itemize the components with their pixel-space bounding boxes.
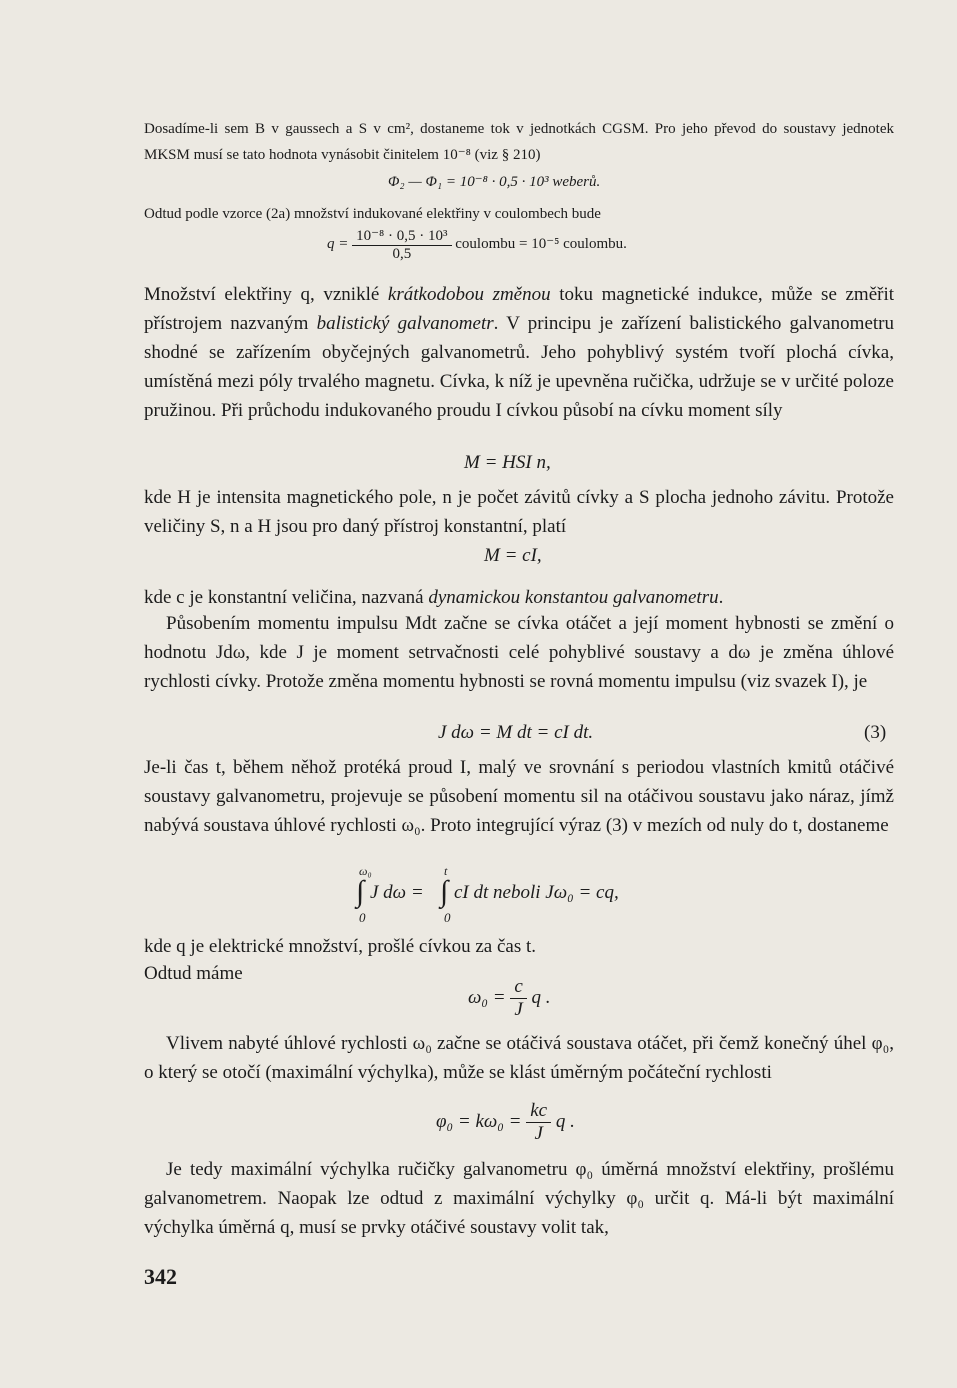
eq-phi-fraction [526,1100,551,1145]
equation-3: J dω = M dt = cI dt. [438,722,594,743]
equation-phi [436,1100,575,1145]
eq-q-fraction [352,226,451,263]
p3-emphasis-1: krátkodobou změnou [387,284,551,305]
integral-2-upper: t [444,864,448,878]
p3-text-1: Množství elektřiny q, vzniklé [144,284,388,305]
p3-text-3: . V principu je zařízení balistického galvanometru shodné se zařízením obyčejných galvanometrů. Jeho pohyblivý systém tvoří plochá cívka, umístěná mezi póly trvalého magnetu. Cívka, k níž je upevněna ručička, udržuje se v určité poloze pružinou. Při průchodu indukovaného proudu I cívkou působí na cívku moment síly [144,313,894,421]
eq-omega-fraction [510,976,526,1021]
integral-2-body: cI dt neboli Jω₀ = cq, [454,882,619,903]
eq-q-numerator: 10⁻⁸ · 0,5 · 10³ [352,226,451,246]
integral-1-sign: ∫ [356,875,365,908]
p3-text-2: toku magnetické indukce, může se změřit přístrojem nazvaným [144,284,895,334]
paragraph-balisticky [144,280,894,425]
eq-phi-lhs: φ₀ = kω₀ = [436,1110,522,1132]
eq-omega-numerator: c [510,976,526,999]
eq-phi-numerator: kc [526,1100,551,1123]
integral-1-body: J dω = [370,882,424,903]
page-number: 342 [144,1264,177,1289]
integral-1-upper: ω₀ [359,864,372,878]
eq-q-denominator: 0,5 [392,246,412,262]
paragraph-odtud-mame: Odtud máme [144,963,243,984]
eq-q-lhs: q = [327,235,349,252]
paragraph-vlivem: Vlivem nabyté úhlové rychlosti ω₀ začne se otáčivá soustava otáčet, při čemž konečný úhel φ₀, o který se otočí (maximální výchylka), může se klást úměrným počáteční rychlosti [144,1033,894,1083]
equation-moment-ci: M = cI, [484,545,542,566]
p5-text-1: kde c je konstantní veličina, nazvaná [144,587,429,608]
equation-flux: Φ₂ — Φ₁ = 10⁻⁸ · 0,5 · 10³ weberů. [388,174,601,190]
paragraph-cgsm: Dosadíme-li sem B v gaussech a S v cm², dostaneme tok v jednotkách CGSM. Pro jeho převod do soustavy jednotek MKSM musí se tato hodnota vynásobit činitelem 10⁻⁸ (viz § 210) [144,121,894,163]
paragraph-konstanta [144,583,894,612]
paragraph-vzorec: Odtud podle vzorce (2a) množství indukované elektřiny v coulombech bude [144,206,601,222]
paragraph-intensita: kde H je intensita magnetického pole, n je počet závitů cívky a S plocha jednoho závitu. Protože veličiny S, n a H jsou pro daný přístroj konstantní, platí [144,487,894,537]
p5-emphasis: dynamickou konstantou galvanometru [428,587,719,608]
paragraph-cas: Je-li čas t, během něhož protéká proud I, malý ve srovnání s periodou vlastních kmitů otáčivé soustavy galvanometru, projevuje se působení momentu sil na otáčivou soustavu jako náraz, jímž nabývá soustava úhlové rychlosti ω₀. Proto integrující výraz (3) v mezích od nuly do t, dostaneme [144,757,894,836]
p5-text-2: . [718,587,724,608]
eq-omega-lhs: ω₀ = [468,986,506,1008]
integral-2-lower: 0 [444,910,451,925]
paragraph-zaver: Je tedy maximální výchylka ručičky galvanometru φ₀ úměrná množství elektřiny, prošlému galvanometrem. Naopak lze odtud z maximální výchylky φ₀ určit q. Má-li být maximální výchylka úměrná q, musí se prvky otáčivé soustavy volit tak, [144,1159,894,1238]
paragraph-impuls: Působením momentu impulsu Mdt začne se cívka otáčet a její moment hybnosti se změní o hodnotu Jdω, kde J je moment setrvačnosti celé pohyblivé soustavy a dω je změna úhlové rychlosti cívky. Protože změna momentu hybnosti se rovná momentu impulsu (viz svazek I), je [144,613,894,692]
integral-1-lower: 0 [359,910,366,925]
eq-phi-denominator: J [534,1123,543,1144]
equation-omega [468,976,551,1021]
equation-3-number: (3) [864,722,887,743]
paragraph-elektricke-mnozstvi: kde q je elektrické množství, prošlé cívkou za čas t. [144,936,537,957]
eq-omega-rhs: q . [531,986,551,1008]
equation-moment: M = HSI n, [464,452,551,473]
eq-q-rhs: coulombu = 10⁻⁵ coulombu. [455,235,627,252]
equation-q [327,226,627,263]
eq-omega-denominator: J [514,999,523,1020]
integral-2-sign: ∫ [440,875,449,908]
p3-emphasis-2: balistický galvanometr [316,313,494,334]
eq-phi-rhs: q . [555,1110,575,1132]
